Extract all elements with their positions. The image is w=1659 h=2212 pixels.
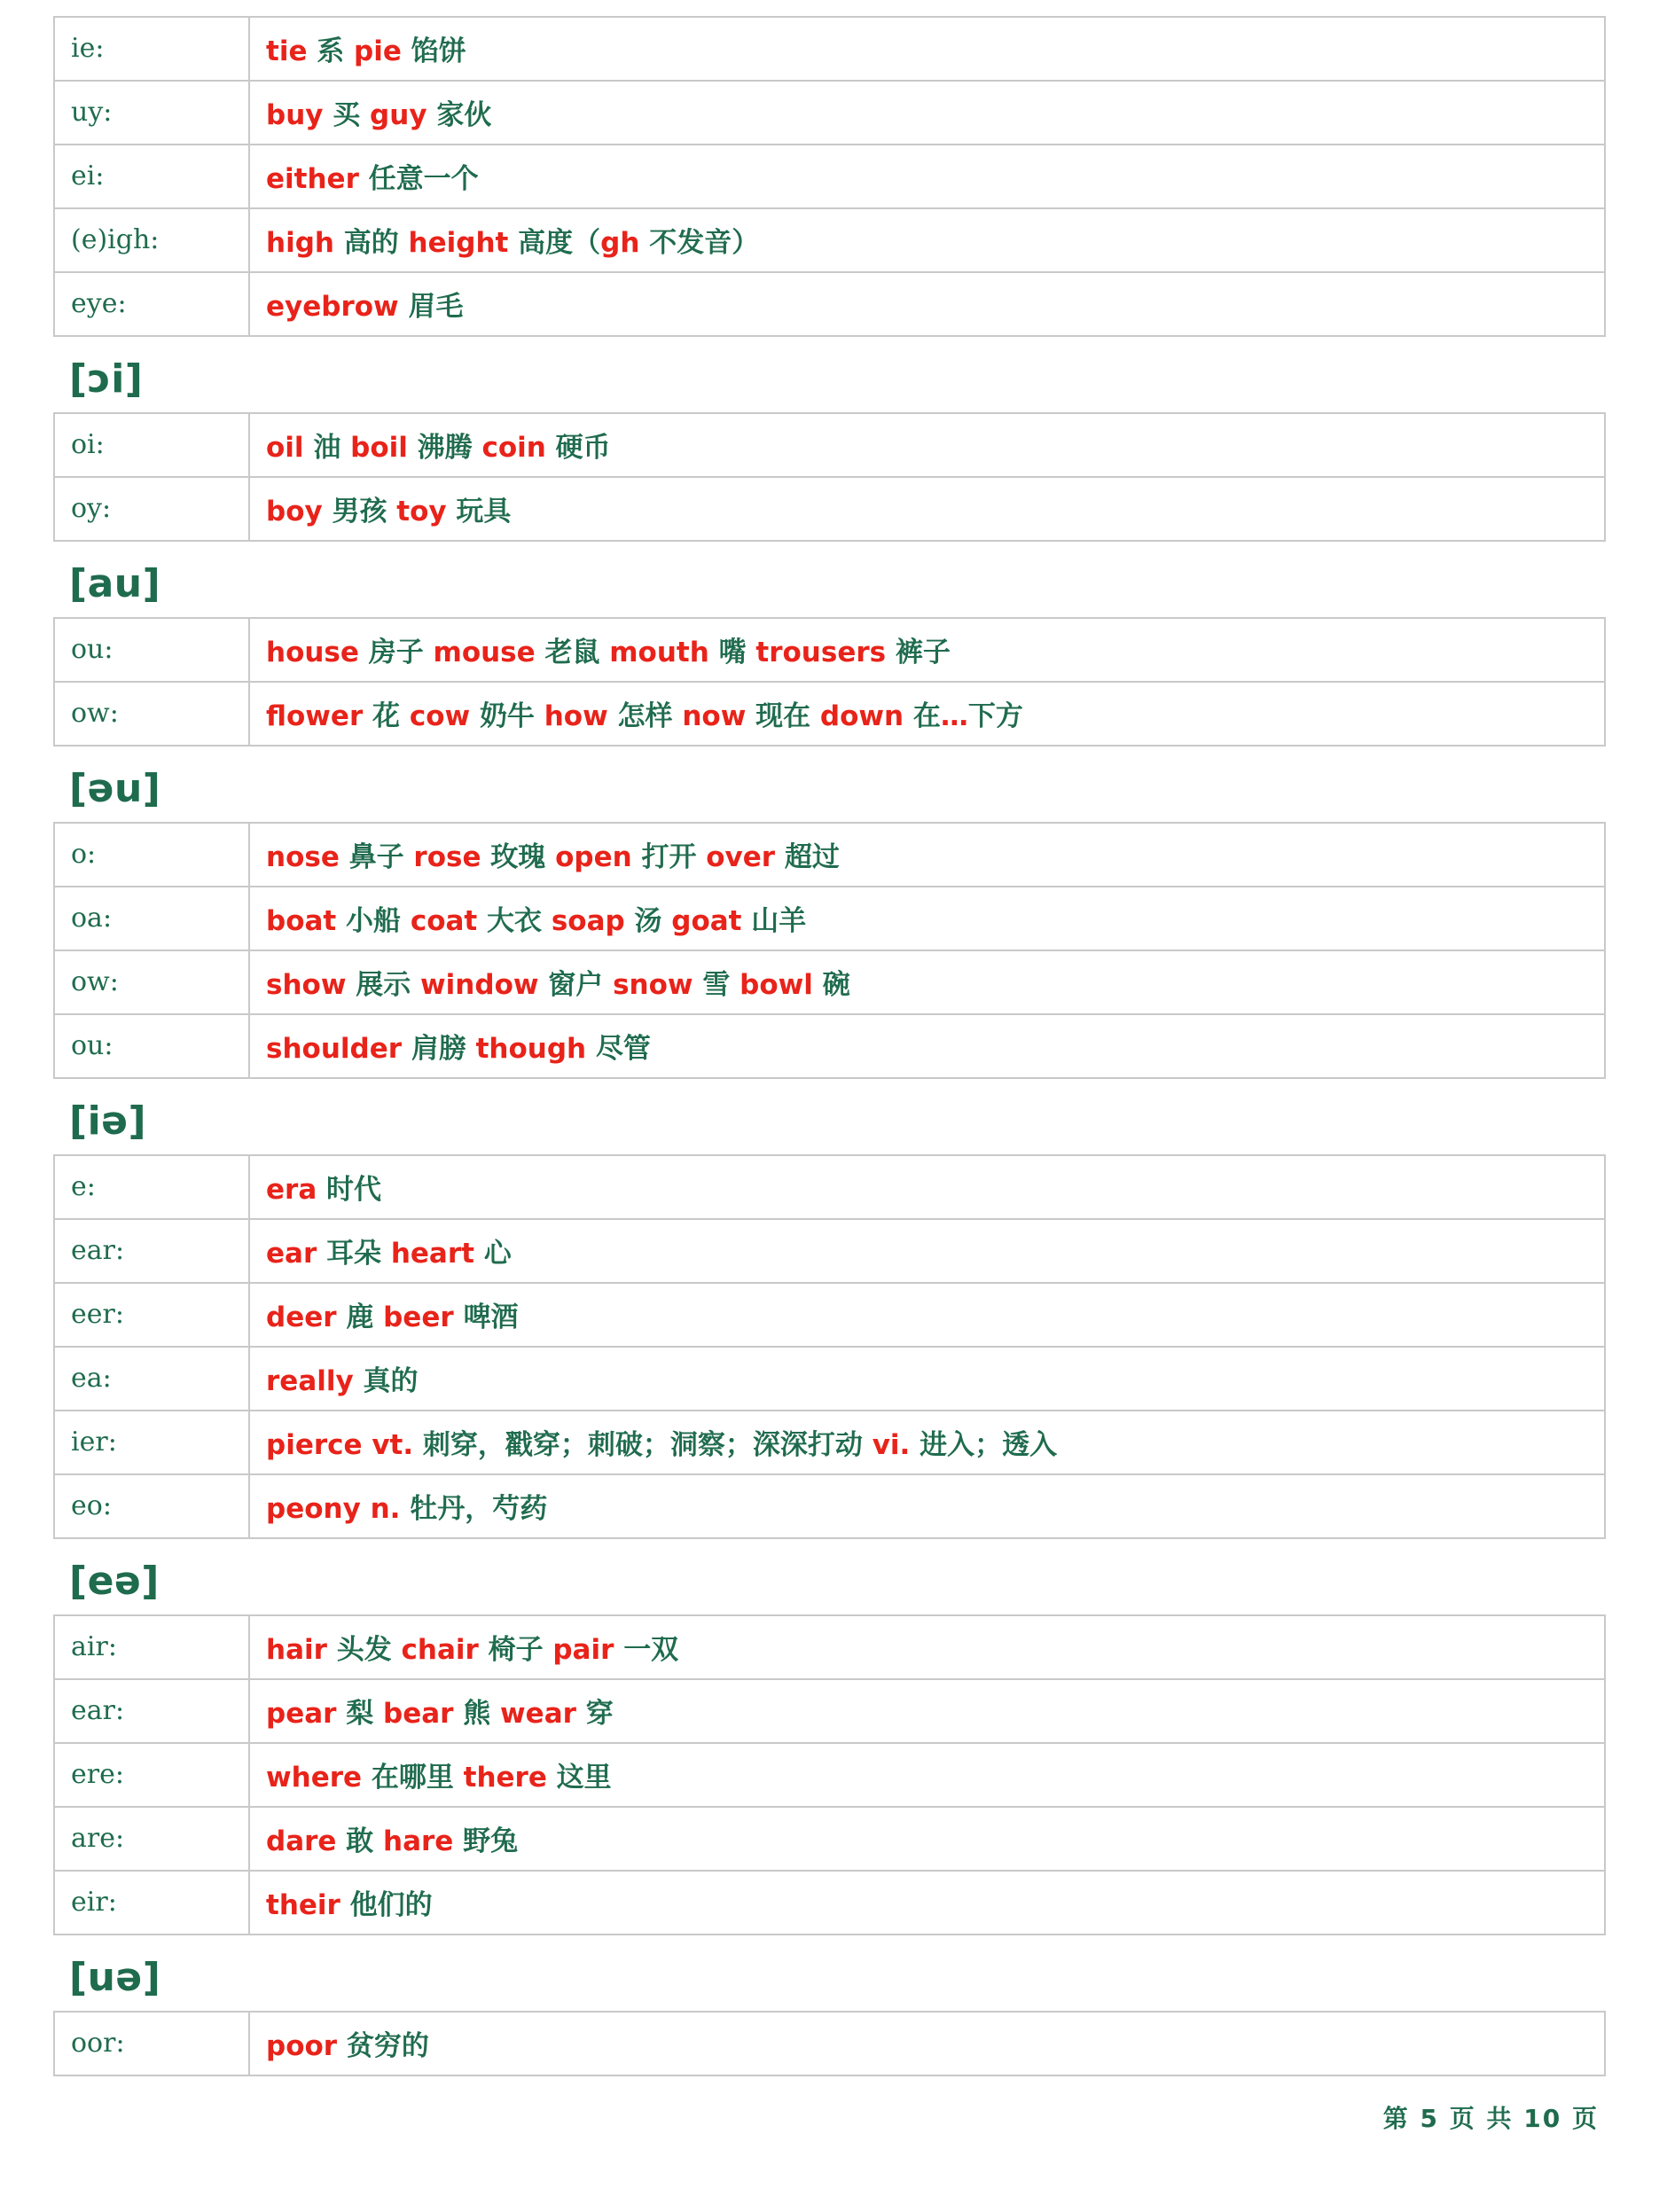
word-table-2: [53, 617, 1606, 746]
word-table-6: [53, 2011, 1606, 2076]
word-examples: house 房子 mouse 老鼠 mouth 嘴 trousers 裤子: [249, 618, 1605, 682]
section-block-3: [53, 766, 1606, 1079]
section-block-5: [53, 1559, 1606, 1935]
spelling-key: oi:: [54, 413, 249, 477]
word-examples: boy 男孩 toy 玩具: [249, 477, 1605, 541]
section-block-0: [53, 16, 1606, 337]
table-row: [54, 477, 1605, 541]
table-row: [54, 1155, 1605, 1219]
table-row: [54, 1474, 1605, 1538]
section-block-1: [53, 356, 1606, 542]
spelling-key: ier:: [54, 1411, 249, 1474]
table-row: [54, 1347, 1605, 1411]
table-row: [54, 887, 1605, 950]
table-row: [54, 208, 1605, 272]
word-table-4: [53, 1154, 1606, 1539]
phoneme-heading: [au]: [69, 561, 161, 606]
table-row: [54, 950, 1605, 1014]
table-row: [54, 1679, 1605, 1743]
spelling-key: oor:: [54, 2012, 249, 2075]
table-row: [54, 682, 1605, 746]
table-row: [54, 145, 1605, 208]
phoneme-heading: [ɔi]: [69, 356, 144, 402]
spelling-key: oa:: [54, 887, 249, 950]
spelling-key: ere:: [54, 1743, 249, 1807]
spelling-key: are:: [54, 1807, 249, 1871]
page-footer: 第 5 页 共 10 页: [1382, 2104, 1599, 2133]
phoneme-heading: [eə]: [69, 1559, 160, 1604]
word-examples: shoulder 肩膀 though 尽管: [249, 1014, 1605, 1078]
section-block-2: [53, 561, 1606, 746]
word-examples: boat 小船 coat 大衣 soap 汤 goat 山羊: [249, 887, 1605, 950]
word-examples: nose 鼻子 rose 玫瑰 open 打开 over 超过: [249, 823, 1605, 887]
spelling-key: ou:: [54, 618, 249, 682]
spelling-key: ow:: [54, 682, 249, 746]
table-row: [54, 17, 1605, 81]
table-row: [54, 618, 1605, 682]
word-examples: show 展示 window 窗户 snow 雪 bowl 碗: [249, 950, 1605, 1014]
word-examples: eyebrow 眉毛: [249, 272, 1605, 336]
word-table-1: [53, 412, 1606, 542]
table-row: [54, 1283, 1605, 1347]
table-row: [54, 1219, 1605, 1283]
table-row: [54, 81, 1605, 145]
table-row: [54, 1871, 1605, 1935]
word-examples: their 他们的: [249, 1871, 1605, 1935]
spelling-key: eir:: [54, 1871, 249, 1935]
spelling-key: e:: [54, 1155, 249, 1219]
word-examples: flower 花 cow 奶牛 how 怎样 now 现在 down 在…下方: [249, 682, 1605, 746]
phoneme-heading: [uə]: [69, 1955, 161, 2000]
spelling-key: eye:: [54, 272, 249, 336]
word-examples: poor 贫穷的: [249, 2012, 1605, 2075]
word-examples: peony n. 牡丹，芍药: [249, 1474, 1605, 1538]
table-row: [54, 1014, 1605, 1078]
section-block-6: [53, 1955, 1606, 2076]
table-row: [54, 2012, 1605, 2075]
word-examples: deer 鹿 beer 啤酒: [249, 1283, 1605, 1347]
spelling-key: ie:: [54, 17, 249, 81]
spelling-key: eer:: [54, 1283, 249, 1347]
word-table-3: [53, 822, 1606, 1079]
spelling-key: ea:: [54, 1347, 249, 1411]
spelling-key: air:: [54, 1615, 249, 1679]
spelling-key: o:: [54, 823, 249, 887]
word-examples: either 任意一个: [249, 145, 1605, 208]
word-examples: tie 系 pie 馅饼: [249, 17, 1605, 81]
word-examples: pierce vt. 刺穿，戳穿；刺破；洞察；深深打动 vi. 进入；透入: [249, 1411, 1605, 1474]
spelling-key: ear:: [54, 1219, 249, 1283]
word-examples: era 时代: [249, 1155, 1605, 1219]
word-examples: dare 敢 hare 野兔: [249, 1807, 1605, 1871]
table-row: [54, 272, 1605, 336]
spelling-key: ear:: [54, 1679, 249, 1743]
spelling-key: ou:: [54, 1014, 249, 1078]
word-table-5: [53, 1614, 1606, 1935]
spelling-key: ow:: [54, 950, 249, 1014]
phoneme-heading: [iə]: [69, 1098, 147, 1144]
table-row: [54, 413, 1605, 477]
table-row: [54, 823, 1605, 887]
word-examples: where 在哪里 there 这里: [249, 1743, 1605, 1807]
word-examples: hair 头发 chair 椅子 pair 一双: [249, 1615, 1605, 1679]
word-examples: really 真的: [249, 1347, 1605, 1411]
spelling-key: (e)igh:: [54, 208, 249, 272]
word-examples: oil 油 boil 沸腾 coin 硬币: [249, 413, 1605, 477]
spelling-key: uy:: [54, 81, 249, 145]
spelling-key: eo:: [54, 1474, 249, 1538]
word-examples: buy 买 guy 家伙: [249, 81, 1605, 145]
phoneme-heading: [əu]: [69, 766, 161, 811]
table-row: [54, 1615, 1605, 1679]
section-block-4: [53, 1098, 1606, 1539]
table-row: [54, 1743, 1605, 1807]
spelling-key: ei:: [54, 145, 249, 208]
table-row: [54, 1411, 1605, 1474]
word-examples: ear 耳朵 heart 心: [249, 1219, 1605, 1283]
word-examples: high 高的 height 高度（gh 不发音）: [249, 208, 1605, 272]
word-table-0: [53, 16, 1606, 337]
word-examples: pear 梨 bear 熊 wear 穿: [249, 1679, 1605, 1743]
table-row: [54, 1807, 1605, 1871]
spelling-key: oy:: [54, 477, 249, 541]
